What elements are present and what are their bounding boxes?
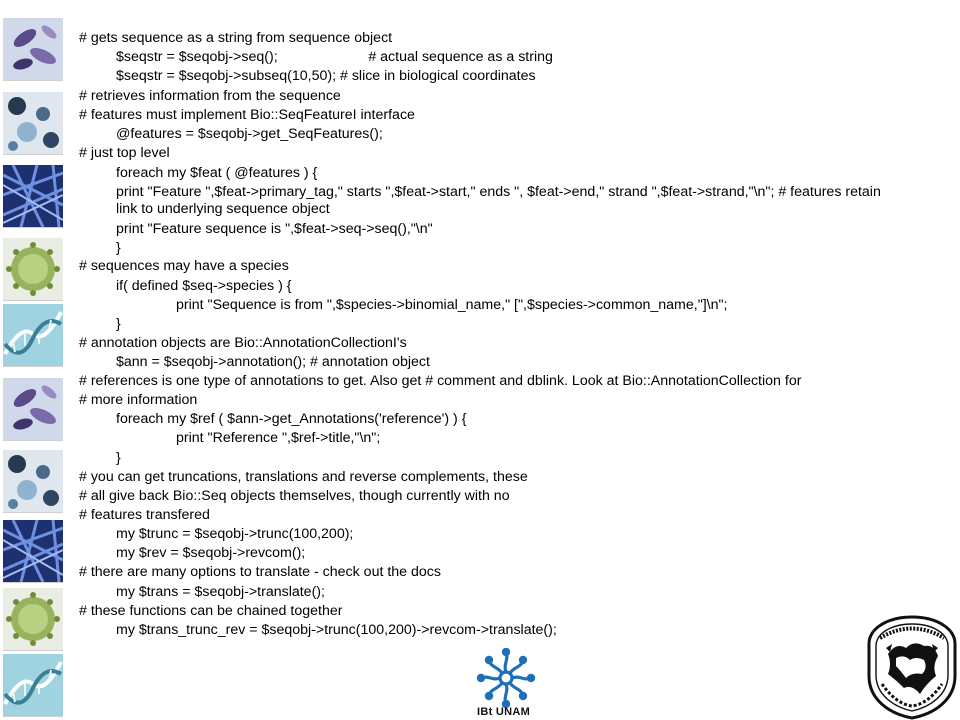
code-line: if( defined $seq->species ) { xyxy=(116,278,292,294)
code-comment-line: # these functions can be chained together xyxy=(79,603,343,619)
code-comment-line: # features must implement Bio::SeqFeatureI interface xyxy=(79,107,415,123)
code-line: my $rev = $seqobj->revcom(); xyxy=(116,545,306,561)
code-line: } xyxy=(116,240,121,256)
code-line: print "Sequence is from ",$species->binomial_name," [",$species->common_name,"]\n"; xyxy=(176,297,728,313)
code-line: $seqstr = $seqobj->subseq(10,50); # slice in biological coordinates xyxy=(116,68,536,84)
code-line: $seqstr = $seqobj->seq(); # actual sequence as a string xyxy=(116,49,553,65)
code-comment-line: # more information xyxy=(79,392,198,408)
code-comment-line: # retrieves information from the sequence xyxy=(79,88,341,104)
code-comment-line: # gets sequence as a string from sequence object xyxy=(79,30,393,46)
code-line: my $trans = $seqobj->translate(); xyxy=(116,584,325,600)
code-comment-line: # there are many options to translate - check out the docs xyxy=(79,564,441,580)
code-line: foreach my $feat ( @features ) { xyxy=(116,165,318,181)
code-comment-line: # all give back Bio::Seq objects themselves, though currently with no xyxy=(79,488,510,504)
code-comment-line: # annotation objects are Bio::AnnotationCollectionI's xyxy=(79,335,407,351)
code-line: foreach my $ref ( $ann->get_Annotations('reference') ) { xyxy=(116,411,467,427)
code-line: } xyxy=(116,316,121,332)
code-comment-line: # just top level xyxy=(79,145,170,161)
code-line: print "Reference ",$ref->title,"\n"; xyxy=(176,430,381,446)
code-comment-line: # features transfered xyxy=(79,507,210,523)
code-line: @features = $seqobj->get_SeqFeatures(); xyxy=(116,126,383,142)
unam-seal-icon xyxy=(866,614,958,720)
code-line: my $trunc = $seqobj->trunc(100,200); xyxy=(116,526,354,542)
code-line: my $trans_trunc_rev = $seqobj->trunc(100,200)->revcom->translate(); xyxy=(116,622,557,638)
code-line: } xyxy=(116,450,121,466)
code-line: $ann = $seqobj->annotation(); # annotation object xyxy=(116,354,430,370)
ibt-unam-label: IBt UNAM xyxy=(477,706,531,718)
code-comment-line: # you can get truncations, translations and reverse complements, these xyxy=(79,469,528,485)
code-comment-line: # sequences may have a species xyxy=(79,258,289,274)
code-line: print "Feature ",$feat->primary_tag," starts ",$feat->start," ends ", $feat->end," strand ",$feat->strand,"\n"; # features retain link to underlying sequence object xyxy=(116,184,881,217)
code-comment-line: # references is one type of annotations to get. Also get # comment and dblink. Look at Bio::AnnotationCollection for xyxy=(79,373,802,389)
code-line: print "Feature sequence is ",$feat->seq->seq(),"\n" xyxy=(116,221,433,237)
